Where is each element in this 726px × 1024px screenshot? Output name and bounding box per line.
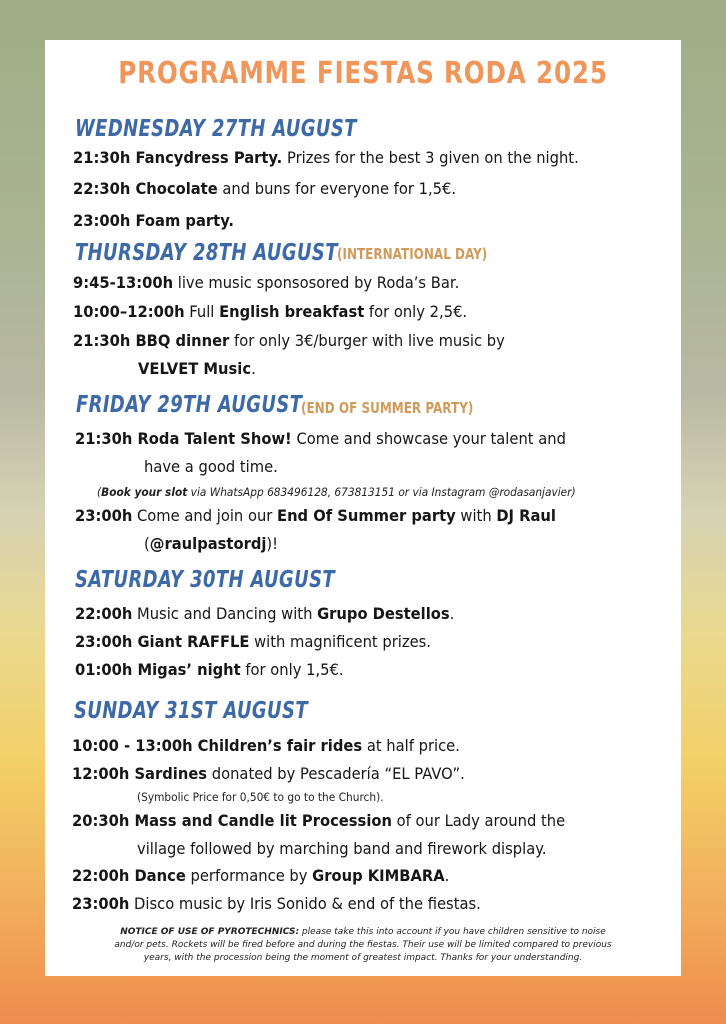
notice-line-1: NOTICE OF USE OF PYROTECHNICS: please take this into account if you have children sensitive to noise	[120, 927, 606, 937]
event-line-continued: VELVET Music.	[138, 359, 256, 378]
event-line: 01:00h Migas’ night for only 1,5€.	[75, 660, 344, 679]
event-line: 10:00 - 13:00h Children’s fair rides at half price.	[72, 736, 460, 755]
day-tag-end-of-summer: (END OF SUMMER PARTY)	[301, 399, 474, 417]
symbolic-price-note: (Symbolic Price for 0,50€ to go to the Church).	[137, 790, 384, 804]
event-line: 22:30h Chocolate and buns for everyone for 1,5€.	[73, 179, 457, 198]
event-line: 20:30h Mass and Candle lit Procession of our Lady around the	[72, 811, 566, 830]
event-line: 10:00–12:00h Full English breakfast for only 2,5€.	[73, 302, 468, 321]
event-line-continued: (@raulpastordj)!	[144, 534, 279, 553]
day-heading-saturday: SATURDAY 30TH AUGUST	[75, 567, 336, 593]
pyrotechnics-notice	[45, 926, 681, 965]
event-line: 21:30h Roda Talent Show! Come and showcase your talent and	[75, 429, 566, 448]
event-line: 22:00h Music and Dancing with Grupo Destellos.	[75, 604, 455, 623]
programme-sheet	[45, 40, 681, 976]
day-heading-wednesday: WEDNESDAY 27TH AUGUST	[75, 116, 357, 142]
notice-line-3: years, with the procession being the moment of greatest impact. Thanks for your understanding.	[143, 953, 583, 963]
event-line: 12:00h Sardines donated by Pescadería “EL PAVO”.	[72, 764, 465, 783]
page-title: PROGRAMME FIESTAS RODA 2025	[118, 56, 608, 91]
event-line-continued: have a good time.	[144, 457, 278, 476]
day-heading-sunday: SUNDAY 31ST AUGUST	[74, 698, 308, 724]
event-line-continued: village followed by marching band and firework display.	[137, 839, 547, 858]
event-line: 21:30h BBQ dinner for only 3€/burger with live music by	[73, 331, 505, 350]
event-line: 23:00h Disco music by Iris Sonido & end of the fiestas.	[72, 894, 481, 913]
event-line: 23:00h Come and join our End Of Summer party with DJ Raul	[75, 506, 556, 525]
day-tag-international: (INTERNATIONAL DAY)	[337, 245, 488, 263]
event-line: 22:00h Dance performance by Group KIMBARA.	[72, 866, 450, 885]
event-line: 23:00h Giant RAFFLE with magnificent prizes.	[75, 632, 431, 651]
notice-line-2: and/or pets. Rockets will be fired before and during the fiestas. Their use will be limited compared to previous	[114, 940, 612, 950]
day-heading-friday: FRIDAY 29TH AUGUST	[76, 392, 303, 418]
event-line: 9:45-13:00h live music sponsosored by Roda’s Bar.	[73, 273, 460, 292]
event-line: 23:00h Foam party.	[73, 211, 235, 230]
event-line: 21:30h Fancydress Party. Prizes for the best 3 given on the night.	[73, 148, 579, 167]
booking-note: (Book your slot via WhatsApp 683496128, 673813151 or via Instagram @rodasanjavier)	[97, 485, 576, 499]
day-heading-thursday: THURSDAY 28TH AUGUST	[75, 240, 338, 266]
